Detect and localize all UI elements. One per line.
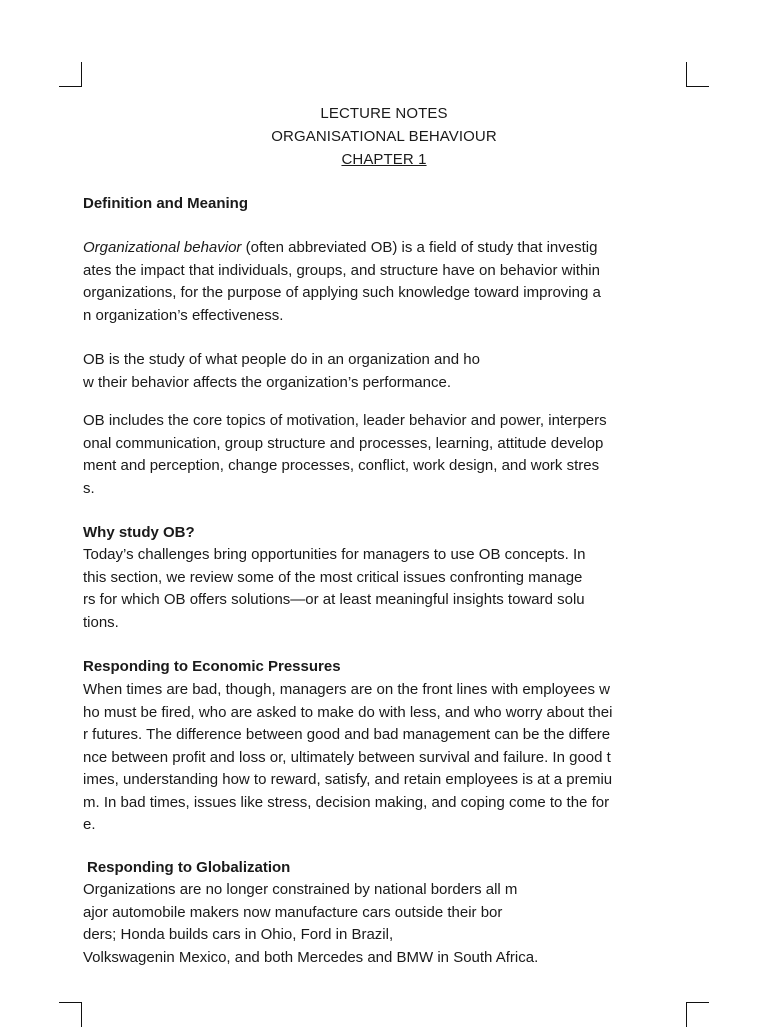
title-lecture-notes: LECTURE NOTES (320, 105, 448, 122)
paragraph-economic-pressures: When times are bad, though, managers are on the front lines with employees w ho must be fired, who are asked to make do with less, and who worry about thei r futures. The difference between good and bad management can be the differe nce between profit and loss or, ultimately between survival and failure. In good t imes, understanding how to reward, satisfy, and retain employees is at a premiu m. In bad times, issues like stress, decision making, and coping come to the for e. (83, 681, 613, 833)
paragraph-ob-topics: OB includes the core topics of motivation, leader behavior and power, interpers onal communication, group structure and processes, learning, attitude develop ment and perception, change processes, conflict, work design, and work stres s. (83, 412, 607, 497)
heading-globalization: Responding to Globalization (87, 859, 291, 876)
crop-mark-top-left (59, 62, 82, 87)
crop-mark-bottom-left (59, 1002, 82, 1027)
title-chapter: CHAPTER 1 (341, 151, 427, 168)
heading-economic-pressures: Responding to Economic Pressures (83, 658, 341, 675)
crop-mark-top-right (686, 62, 709, 87)
paragraph-why-study: Today’s challenges bring opportunities for managers to use OB concepts. In this section, we review some of the most critical issues confronting manage rs for which OB offers solutions—or at least meaningful insights toward solu tions. (83, 546, 586, 631)
crop-mark-bottom-right (686, 1002, 709, 1027)
heading-why-study: Why study OB? (83, 524, 195, 541)
document-title (0, 102, 768, 171)
title-subject: ORGANISATIONAL BEHAVIOUR (271, 128, 497, 145)
paragraph-definition: Organizational behavior (often abbreviated OB) is a field of study that investig ates the impact that individuals, groups, and structure have on behavior within organizations, for the purpose of applying such knowledge toward improving a n organization’s effectiveness. (83, 239, 601, 324)
paragraph-globalization: Organizations are no longer constrained by national borders all m ajor automobile makers now manufacture cars outside their bor ders; Honda builds cars in Ohio, Ford in Brazil, Volkswagenin Mexico, and both Mercedes and BMW in South Africa. (83, 881, 539, 966)
heading-definition: Definition and Meaning (83, 195, 248, 212)
term-organizational-behavior: Organizational behavior (83, 239, 242, 256)
paragraph-ob-study: OB is the study of what people do in an organization and ho w their behavior affects the organization’s performance. (83, 351, 480, 391)
